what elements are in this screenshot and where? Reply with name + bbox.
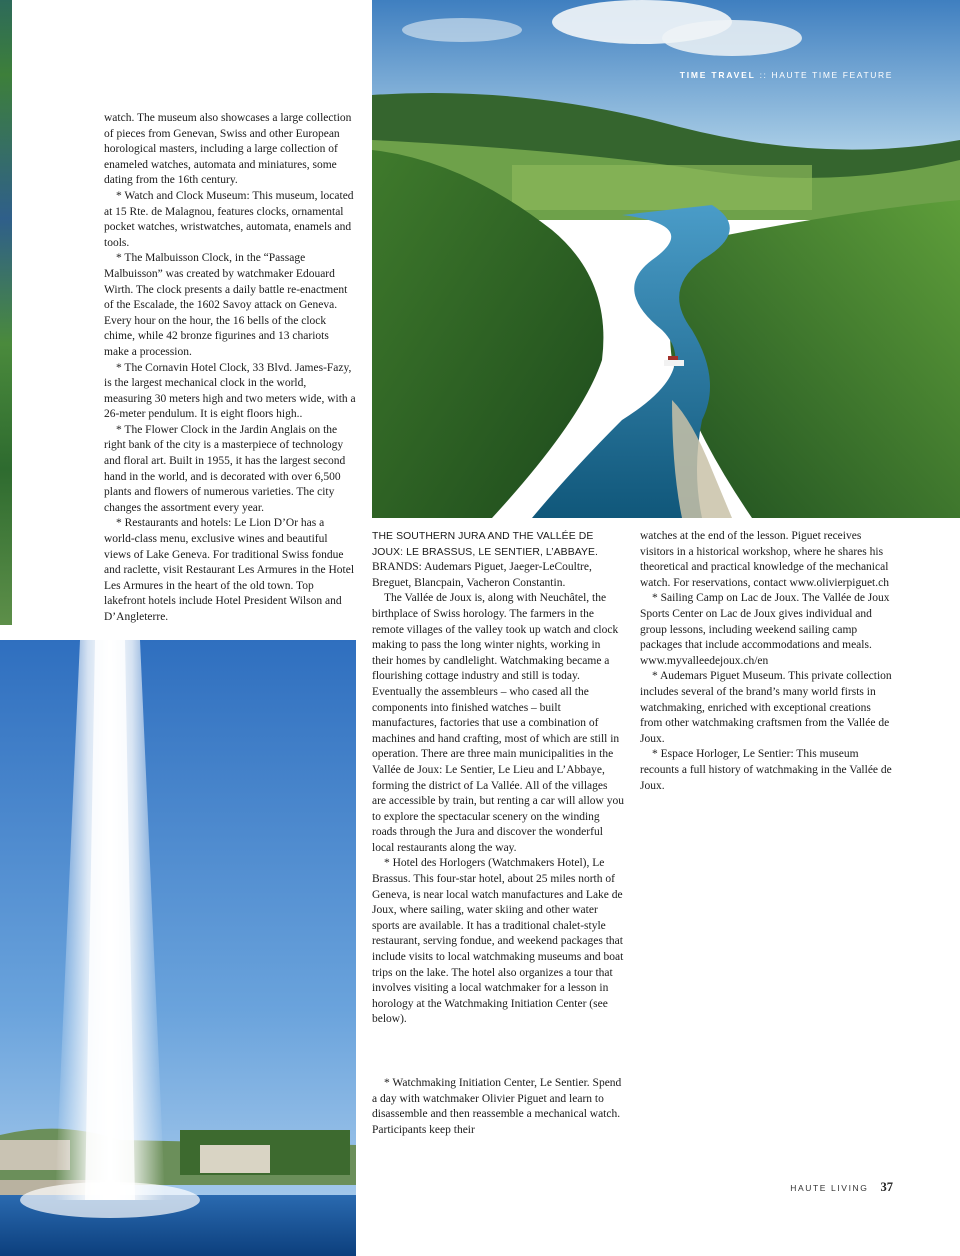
edge-photo-strip [0,0,12,625]
paragraph: watch. The museum also showcases a large collection of pieces from Genevan, Swiss and other European horological masters, including a large collection of enameled watches, automata and miniatures, some dating from the 16th century. [104,112,352,187]
article-column-2 [372,529,624,1028]
brands-line: BRANDS: Audemars Piguet, Jaeger-LeCoultre, Breguet, Blancpain, Vacheron Constantin. [372,561,592,589]
paragraph: * Watchmaking Initiation Center, Le Sentier. Spend a day with watchmaker Olivier Piguet and learn to disassemble and then reassemble a mechanical watch. Participants keep their [372,1077,622,1136]
feature-label: HAUTE TIME FEATURE [771,70,893,80]
section-label: TIME TRAVEL [679,70,756,80]
article-column-2-continued [372,1076,624,1138]
section-header [680,70,893,80]
article-column-3 [640,529,892,794]
region-caption: THE SOUTHERN JURA AND THE VALLÉE DE JOUX: LE BRASSUS, LE SENTIER, L’ABBAYE. [372,531,599,558]
paragraph: * The Flower Clock in the Jardin Anglais on the right bank of the city is a masterpiece of technology and floral art. Built in 1955, it has the largest second hand in the world, and is decorated with over 6,500 plants and flowers of numerous varieties. The city changes the assortment every year. [104,423,346,514]
paragraph: * Hotel des Horlogers (Watchmakers Hotel), Le Brassus. This four-star hotel, about 25 miles north of Geneva, is near local watch manufactures and Lake de Joux, where sailing, water skiing and other water sports are available. It has a traditional chalet-style restaurant, serving fondue, and weekend packages that include visits to local watchmaking museums and boat trips on the lake. The hotel also organizes a tour that involves visiting a local watchmaker for a lesson in horology at the Watchmaking Initiation Center (see below). [372,857,624,1026]
paragraph: * The Malbuisson Clock, in the “Passage Malbuisson” was created by watchmaker Edouard Wirth. The clock presents a daily battle re-enactment of the Escalade, the 1602 Savoy attack on Geneva. Every hour on the hour, the 16 bells of the clock chime, while 42 bronze figurines and 13 chariots make a procession. [104,252,348,358]
paragraph: * Espace Horloger, Le Sentier: This museum recounts a full history of watchmaking in the Vallée de Joux. [640,748,892,792]
paragraph: * Sailing Camp on Lac de Joux. The Vallée de Joux Sports Center on Lac de Joux gives individual and group lessons, including weekend sailing camp packages that include accommodations and meals. www.myvalleedejoux.ch/en [640,592,890,667]
paragraph: * Audemars Piguet Museum. This private collection includes several of the brand’s many world firsts in watchmaking, enriched with exceptional creations from other watchmaking craftsmen from the Vallée de Joux. [640,670,892,745]
paragraph: watches at the end of the lesson. Piguet receives visitors in a historical workshop, where he shares his theoretical and practical knowledge of the mechanical watch. For reservations, contact www.olivierpiguet.ch [640,530,889,589]
article-column-1 [104,111,356,626]
paragraph: * Watch and Clock Museum: This museum, located at 15 Rte. de Malagnou, features clocks, ornamental pocket watches, wristwatches, automata, enamels and tools. [104,189,354,249]
jet-d-eau-photo [0,640,356,1256]
publication-name: HAUTE LIVING [790,1183,869,1193]
paragraph: The Vallée de Joux is, along with Neuchâtel, the birthplace of Swiss horology. The farmers in the remote villages of the valley took up watch and clock making to pass the long winter nights, working in their homes by candlelight. Watchmaking became a flourishing cottage industry and still is today. Eventually the assembleurs – who cased all the components into finished watches – built manufactures, factories that use a combination of machines and hand crafting, most of which are still in operation. There are three main municipalities in the Vallée de Joux: Le Sentier, Le Lieu and L’Abbaye, forming the district of La Vallée. All of the villages are accessible by train, but renting a car will allow you to explore the spectacular scenery on the winding roads through the Jura and discover the wonderful local restaurants along the way. [372,592,624,854]
header-separator: :: [755,70,772,80]
page-footer [790,1180,893,1195]
paragraph: * Restaurants and hotels: Le Lion D’Or has a world-class menu, exclusive wines and beautiful views of Lake Geneva. For traditional Swiss fondue and raclette, visit Restaurant Les Armures in the Hotel Les Armures in the heart of the old town. Top lakefront hotels include Hotel President Wilson and D’Angleterre. [104,517,355,623]
paragraph: * The Cornavin Hotel Clock, 33 Blvd. James-Fazy, is the largest mechanical clock in the world, measuring 30 meters high and two meters wide, with a 26-meter pendulum. It is eight floors high.. [104,361,356,421]
page-number: 37 [880,1180,893,1194]
